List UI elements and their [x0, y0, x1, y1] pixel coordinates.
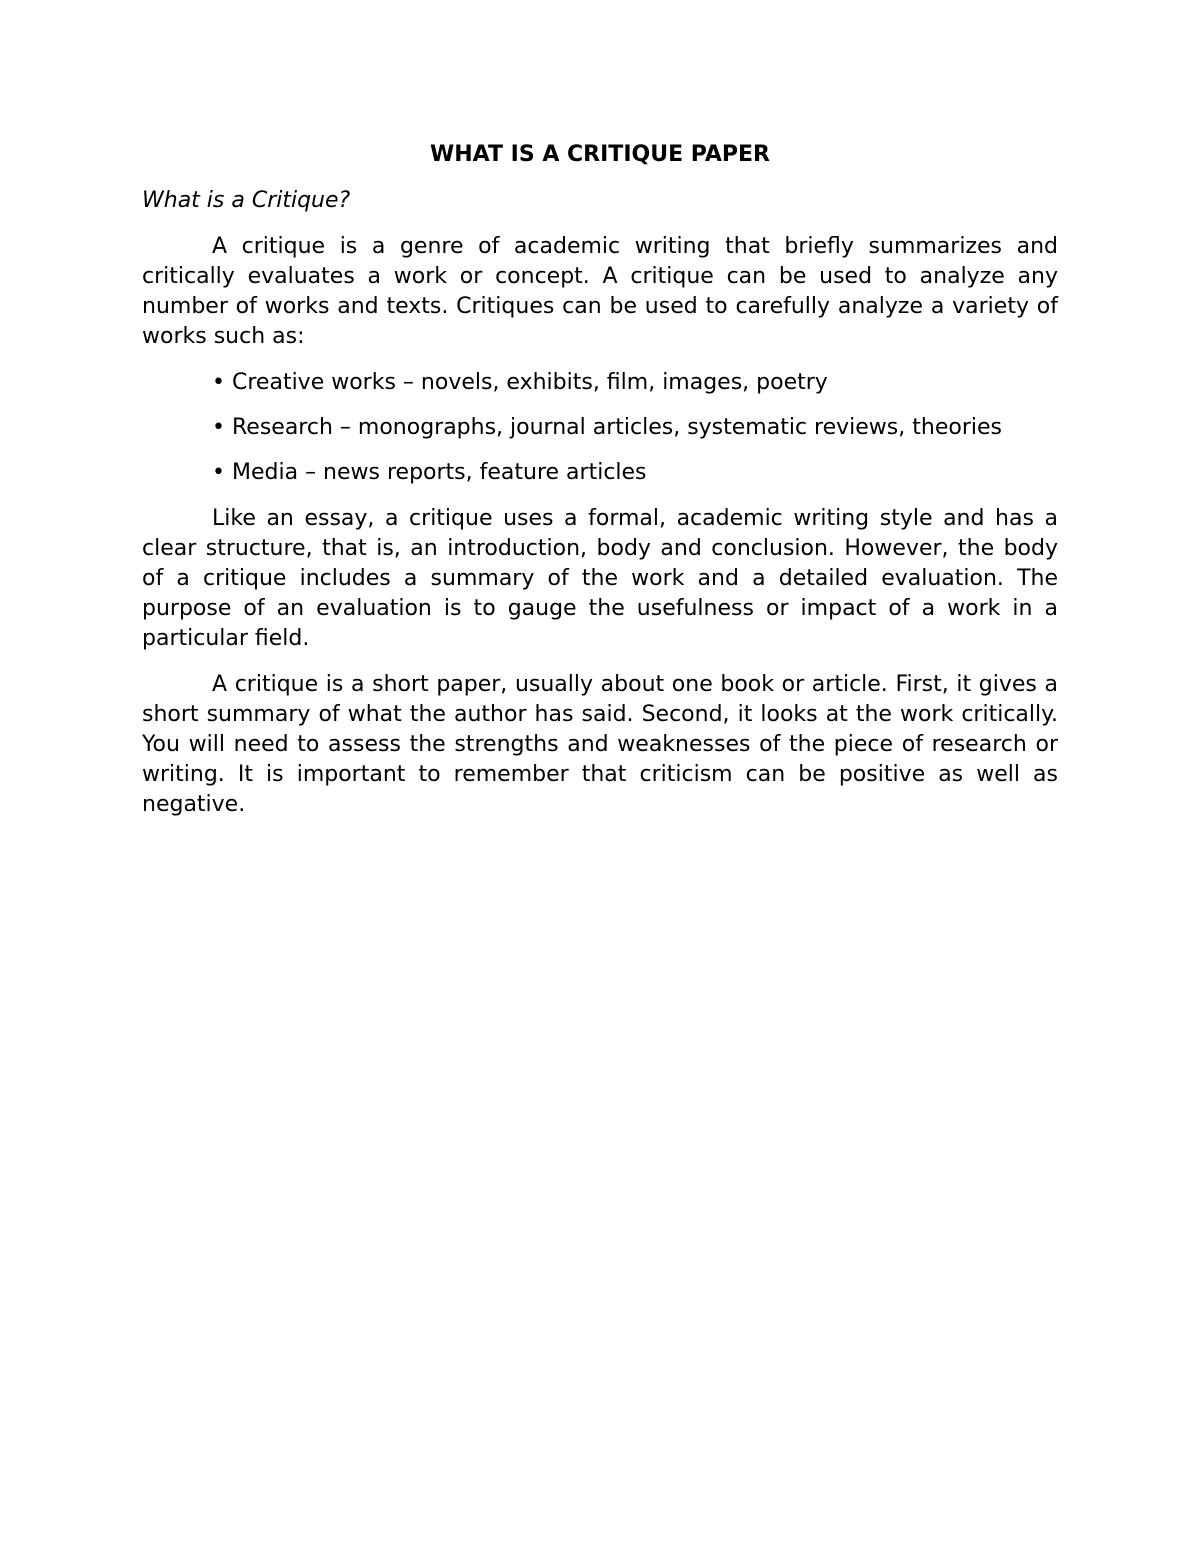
structure-paragraph: Like an essay, a critique uses a formal, academic writing style and has a clear structure, that is, an introduction, body and conclusion. However, the body of a critique includes a summary of the work and a detailed evaluation. The purpose of an evaluation is to gauge the usefulness or impact of a work in a particular field. [142, 506, 1058, 651]
list-item-text: Media – news reports, feature articles [232, 460, 647, 485]
section-subheading: What is a Critique? [142, 188, 351, 213]
intro-paragraph: A critique is a genre of academic writing that briefly summarizes and critically evaluates a work or concept. A critique can be used to analyze any number of works and texts. Critiques can be used to carefully analyze a variety of works such as: [142, 234, 1058, 349]
bullet-icon: • [212, 415, 225, 440]
document-body [142, 140, 1058, 836]
page-title: WHAT IS A CRITIQUE PAPER [430, 142, 770, 167]
bullet-icon: • [212, 460, 225, 485]
list-item [212, 368, 1058, 398]
list-item-text: Creative works – novels, exhibits, film, images, poetry [232, 370, 828, 395]
summary-paragraph: A critique is a short paper, usually about one book or article. First, it gives a short summary of what the author has said. Second, it looks at the work critically. You will need to assess the strengths and weaknesses of the piece of research or writing. It is important to remember that criticism can be positive as well as negative. [142, 672, 1058, 817]
list-item-text: Research – monographs, journal articles, systematic reviews, theories [232, 415, 1002, 440]
list-item [212, 413, 1058, 443]
works-list [142, 368, 1058, 488]
bullet-icon: • [212, 370, 225, 395]
list-item [212, 458, 1058, 488]
